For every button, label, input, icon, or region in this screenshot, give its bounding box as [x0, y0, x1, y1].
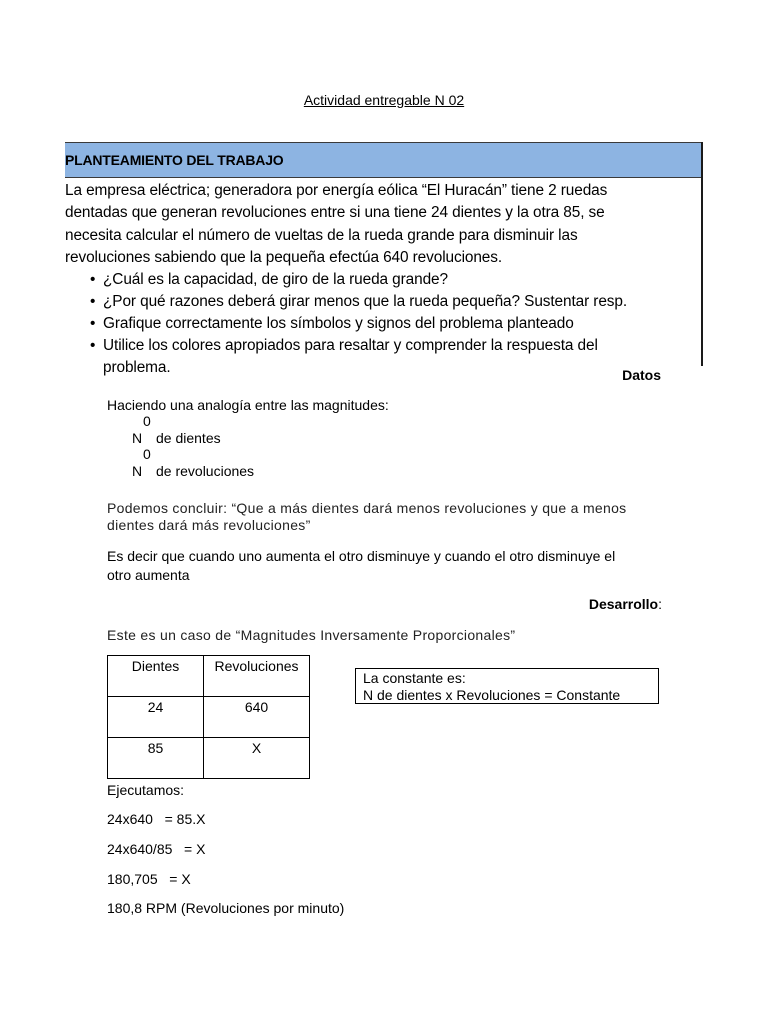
- datos-n-symbol: N: [132, 463, 143, 479]
- datos-superscript: 0: [143, 413, 151, 429]
- constant-line: La constante es:: [363, 670, 466, 686]
- calc-step: 180,705 = X: [107, 871, 191, 887]
- constant-box: [355, 668, 659, 704]
- desarrollo-heading: Desarrollo:: [588, 596, 662, 612]
- datos-heading: Datos: [622, 367, 661, 383]
- datos-n-symbol: N: [132, 430, 143, 446]
- case-statement: Este es un caso de “Magnitudes Inversamente Proporcionales”: [107, 627, 516, 643]
- problem-line: necesita calcular el número de vueltas de la rueda grande para disminuir las: [65, 226, 578, 244]
- table-header-cell: Revoluciones: [204, 656, 310, 697]
- table-row: [108, 738, 310, 779]
- problem-header-label: PLANTEAMIENTO DEL TRABAJO: [65, 152, 284, 168]
- conclusion-line: Podemos concluir: “Que a más dientes dará menos revoluciones y que a menos: [107, 500, 627, 516]
- calc-result: 180,8 RPM (Revoluciones por minuto): [107, 900, 345, 916]
- calc-step: 24x640/85 = X: [107, 841, 206, 857]
- problem-header: [65, 142, 701, 178]
- question-item: • Grafique correctamente los símbolos y signos del problema planteado: [65, 313, 697, 335]
- proportion-table: [107, 655, 310, 779]
- table-header-cell: Dientes: [108, 656, 204, 697]
- question-item: • ¿Cuál es la capacidad, de giro de la rueda grande?: [65, 269, 697, 291]
- datos-superscript: 0: [143, 446, 151, 462]
- problem-body: [65, 180, 697, 379]
- constant-line: N de dientes x Revoluciones = Constante: [363, 687, 621, 703]
- question-item: • Utilice los colores apropiados para resaltar y comprender la respuesta del: [65, 335, 697, 357]
- table-cell: 640: [204, 697, 310, 738]
- calc-step: 24x640 = 85.X: [107, 811, 206, 827]
- ejecutamos-heading: Ejecutamos:: [107, 782, 185, 798]
- bullet-icon: •: [90, 271, 96, 289]
- problem-line: La empresa eléctrica; generadora por energía eólica “El Huracán” tiene 2 ruedas: [65, 182, 608, 199]
- conclusion-line: dientes dará más revoluciones”: [107, 517, 311, 533]
- table-cell: X: [204, 738, 310, 779]
- question-list: [65, 269, 697, 379]
- question-item-continuation: problema.: [103, 359, 171, 377]
- question-item: • ¿Por qué razones deberá girar menos que la rueda pequeña? Sustentar resp.: [65, 291, 697, 313]
- table-row: [108, 656, 310, 697]
- problem-line: dentadas que generan revoluciones entre si una tiene 24 dientes y la otra 85, se: [65, 204, 605, 222]
- table-cell: 24: [108, 697, 204, 738]
- problem-line: revoluciones sabiendo que la pequeña efectúa 640 revoluciones.: [65, 248, 503, 266]
- explanation-line: Es decir que cuando uno aumenta el otro disminuye y cuando el otro disminuye el: [107, 548, 616, 564]
- bullet-icon: •: [90, 337, 96, 355]
- bullet-icon: •: [90, 293, 96, 311]
- datos-label-dientes: de dientes: [156, 430, 221, 446]
- datos-label-revoluciones: de revoluciones: [156, 463, 255, 479]
- table-cell: 85: [108, 738, 204, 779]
- bullet-icon: •: [90, 315, 96, 333]
- datos-intro: Haciendo una analogía entre las magnitudes:: [107, 397, 389, 413]
- table-row: [108, 697, 310, 738]
- explanation-line: otro aumenta: [107, 567, 190, 583]
- document-title: Actividad entregable N 02: [303, 92, 465, 108]
